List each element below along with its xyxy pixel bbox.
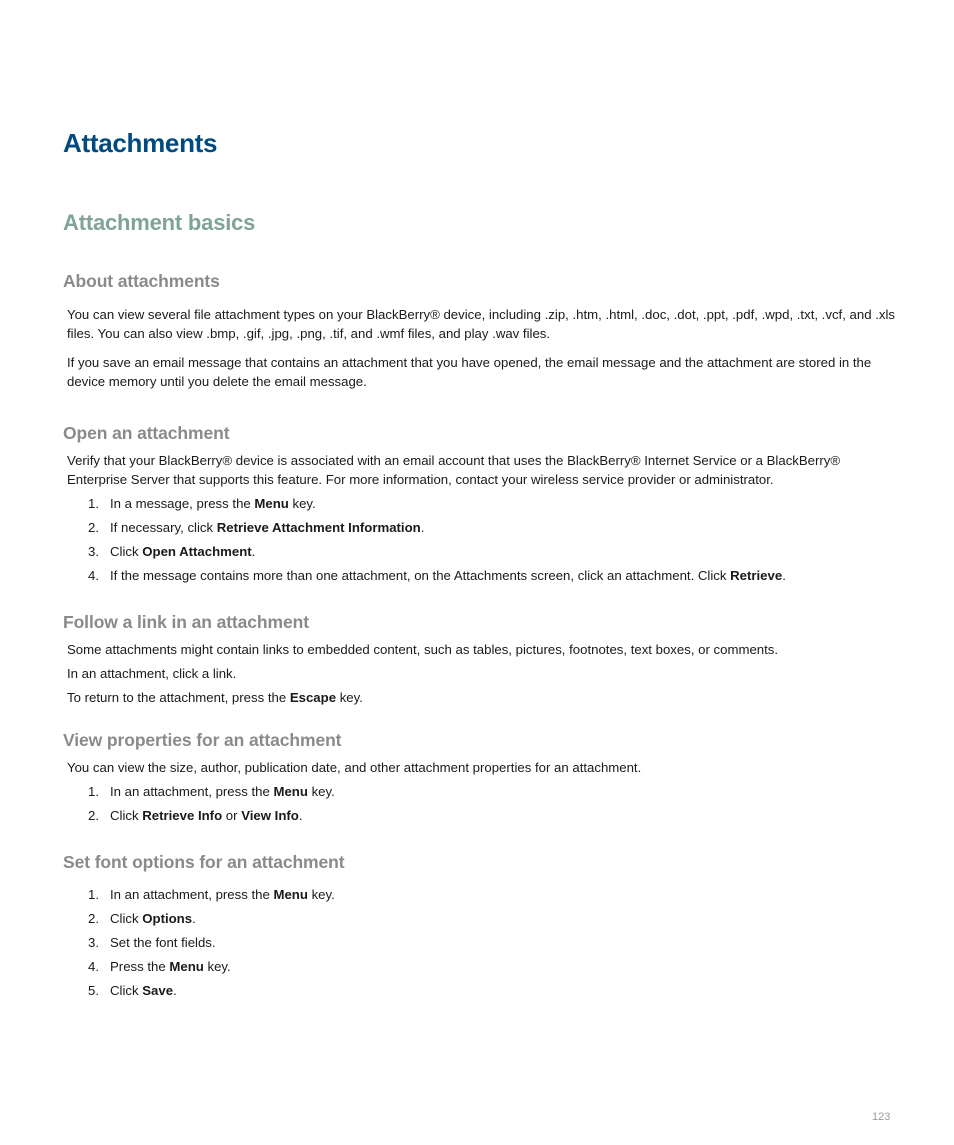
step-text: Click bbox=[110, 983, 143, 998]
paragraph-text: key. bbox=[336, 690, 363, 705]
open-intro: Verify that your BlackBerry® device is associated with an email account that uses the BlackBerry® Internet Service or a BlackBerry® Enterprise Server that supports this feature. For more information, contact your wireless service provider or administrator. bbox=[67, 453, 841, 487]
step-text: . bbox=[173, 983, 177, 998]
open-steps bbox=[67, 494, 897, 590]
view-intro: You can view the size, author, publication date, and other attachment properties for an attachment. bbox=[67, 760, 642, 775]
step-number: 1. bbox=[88, 496, 99, 511]
list-item bbox=[67, 494, 897, 518]
step-keyword: Retrieve bbox=[730, 568, 783, 583]
step-keyword: View Info bbox=[241, 808, 299, 823]
step-text: If the message contains more than one attachment, on the Attachments screen, click an attachment. Click bbox=[110, 568, 731, 583]
follow-paragraph-3 bbox=[67, 688, 897, 707]
step-keyword: Open Attachment bbox=[142, 544, 252, 559]
list-item bbox=[67, 542, 897, 566]
step-text: key. bbox=[203, 959, 231, 974]
step-text: Set the font fields. bbox=[110, 935, 216, 950]
step-number: 2. bbox=[88, 911, 99, 926]
step-number: 1. bbox=[88, 887, 99, 902]
step-text: . bbox=[192, 911, 196, 926]
step-text: If necessary, click bbox=[110, 520, 217, 535]
step-text: . bbox=[251, 544, 256, 559]
open-heading: Open an attachment bbox=[63, 423, 230, 443]
step-number: 2. bbox=[88, 520, 99, 535]
step-text: key. bbox=[288, 496, 316, 511]
list-item bbox=[67, 933, 897, 957]
list-item bbox=[67, 957, 897, 981]
step-number: 4. bbox=[88, 959, 99, 974]
font-steps bbox=[67, 885, 897, 1005]
about-heading: About attachments bbox=[63, 271, 220, 291]
list-item bbox=[67, 518, 897, 542]
list-item bbox=[67, 885, 897, 909]
step-text: In an attachment, press the bbox=[110, 784, 274, 799]
step-text: In a message, press the bbox=[110, 496, 255, 511]
section-title: Attachment basics bbox=[63, 210, 256, 235]
step-number: 5. bbox=[88, 983, 99, 998]
list-item bbox=[67, 806, 897, 830]
about-paragraph-1: You can view several file attachment types on your BlackBerry® device, including .zip, .htm, .html, .doc, .dot, .ppt, .pdf, .wpd, .txt, .vcf, and .xls files. You can also view .bmp, .gif, .jpg, .png, .tif, and .wmf files, and play .wav files. bbox=[67, 307, 895, 341]
step-text: . bbox=[782, 568, 786, 583]
step-text: Click bbox=[110, 544, 143, 559]
paragraph-text: To return to the attachment, press the bbox=[67, 690, 290, 705]
step-keyword: Menu bbox=[169, 959, 204, 974]
list-item bbox=[67, 566, 897, 590]
step-text: key. bbox=[307, 784, 335, 799]
page-number: 123 bbox=[872, 1111, 891, 1123]
list-item bbox=[67, 909, 897, 933]
view-heading: View properties for an attachment bbox=[63, 730, 342, 750]
step-text: Click bbox=[110, 911, 143, 926]
step-number: 3. bbox=[88, 935, 99, 950]
step-text: In an attachment, press the bbox=[110, 887, 274, 902]
step-text: key. bbox=[307, 887, 335, 902]
step-keyword: Retrieve Info bbox=[142, 808, 223, 823]
step-text: . bbox=[420, 520, 425, 535]
step-text: . bbox=[298, 808, 303, 823]
step-number: 4. bbox=[88, 568, 99, 583]
step-text: or bbox=[222, 808, 242, 823]
font-heading: Set font options for an attachment bbox=[63, 852, 345, 872]
step-text: Press the bbox=[110, 959, 170, 974]
step-number: 2. bbox=[88, 808, 99, 823]
step-number: 3. bbox=[88, 544, 99, 559]
step-keyword: Save bbox=[142, 983, 174, 998]
step-text: Click bbox=[110, 808, 143, 823]
follow-heading: Follow a link in an attachment bbox=[63, 612, 309, 632]
step-keyword: Menu bbox=[273, 887, 308, 902]
page-title: Attachments bbox=[63, 128, 218, 158]
step-keyword: Menu bbox=[273, 784, 308, 799]
view-steps bbox=[67, 782, 897, 830]
step-keyword: Menu bbox=[254, 496, 289, 511]
step-keyword: Retrieve Attachment Information bbox=[216, 520, 421, 535]
step-keyword: Options bbox=[142, 911, 193, 926]
follow-paragraph-2: In an attachment, click a link. bbox=[67, 666, 237, 681]
step-number: 1. bbox=[88, 784, 99, 799]
about-paragraph-2: If you save an email message that contains an attachment that you have opened, the email message and the attachment are stored in the device memory until you delete the email message. bbox=[67, 355, 872, 389]
list-item bbox=[67, 782, 897, 806]
follow-paragraph-1: Some attachments might contain links to embedded content, such as tables, pictures, footnotes, text boxes, or comments. bbox=[67, 642, 779, 657]
paragraph-keyword: Escape bbox=[289, 690, 337, 705]
list-item bbox=[67, 981, 897, 1005]
